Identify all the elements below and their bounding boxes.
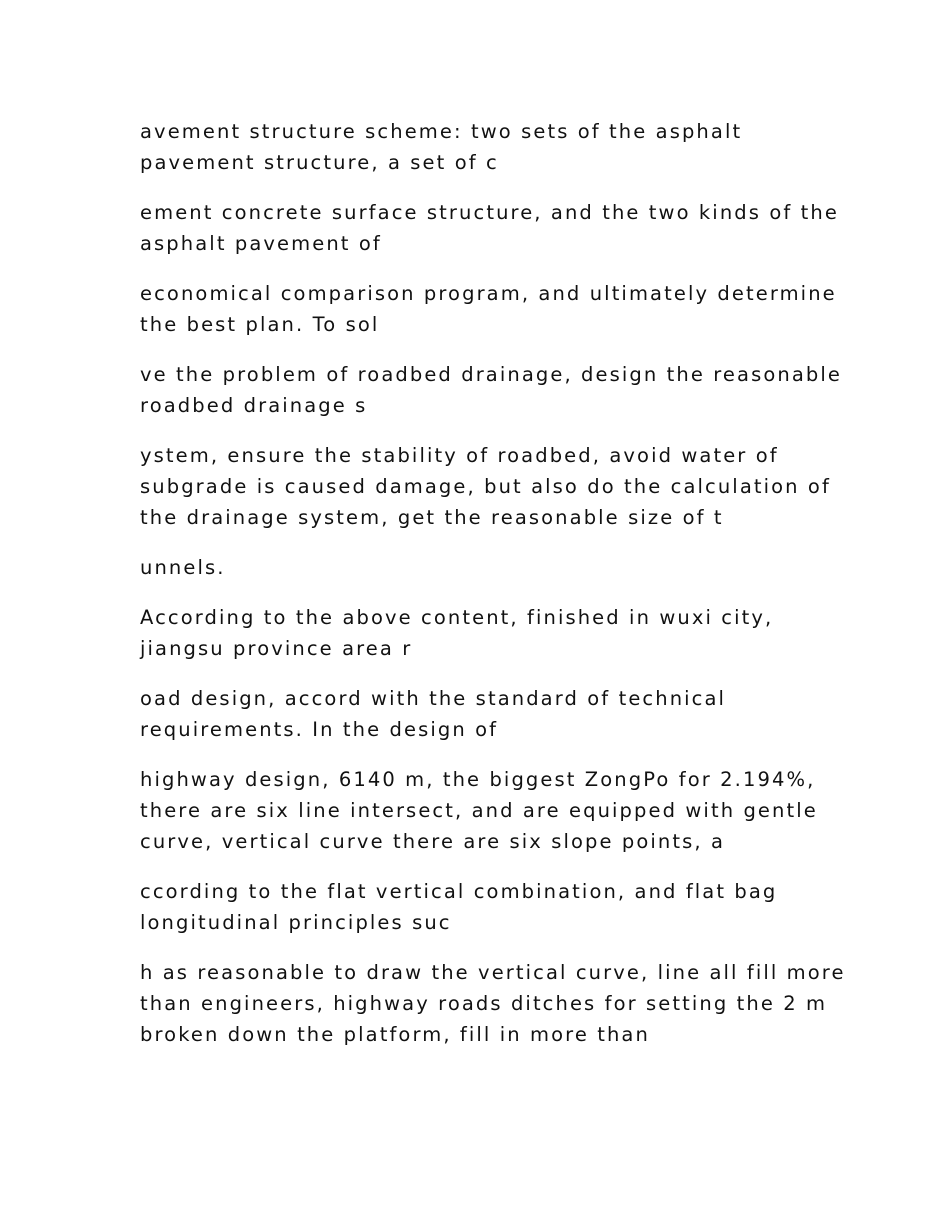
paragraph [140,602,820,664]
text-line: there are six line intersect, and are equipped with gentle [140,799,818,822]
paragraph [140,359,842,421]
paragraph [140,197,839,259]
text-line: ystem, ensure the stability of roadbed, avoid water of [140,444,779,467]
text-line: asphalt pavement of [140,232,382,255]
paragraph [140,876,820,938]
paragraph [140,116,820,178]
text-line: pavement structure, a set of c [140,151,499,174]
text-line: roadbed drainage s [140,394,368,417]
paragraph [140,764,820,857]
paragraph [140,552,820,583]
paragraph [140,683,820,745]
text-line: longitudinal principles suc [140,911,452,934]
text-line: economical comparison program, and ultimately determine [140,282,837,305]
text-line: requirements. In the design of [140,718,499,741]
paragraph [140,957,846,1050]
text-line: broken down the platform, fill in more than [140,1023,650,1046]
text-line: ve the problem of roadbed drainage, design the reasonable [140,363,842,386]
text-line: highway design, 6140 m, the biggest ZongPo for 2.194%, [140,768,816,791]
text-line: the best plan. To sol [140,313,380,336]
paragraph [140,440,831,533]
text-line: than engineers, highway roads ditches for setting the 2 m [140,992,828,1015]
text-line: unnels. [140,556,226,579]
text-line: subgrade is caused damage, but also do the calculation of [140,475,831,498]
text-line: avement structure scheme: two sets of the asphalt [140,120,743,143]
text-line: ement concrete surface structure, and the two kinds of the [140,201,839,224]
text-line: curve, vertical curve there are six slope points, a [140,830,726,853]
text-line: ccording to the flat vertical combination, and flat bag [140,880,778,903]
text-line: jiangsu province area r [140,637,413,660]
text-line: oad design, accord with the standard of technical [140,687,727,710]
text-line: h as reasonable to draw the vertical curve, line all fill more [140,961,846,984]
paragraph [140,278,837,340]
text-line: the drainage system, get the reasonable size of t [140,506,724,529]
document-body [140,116,846,1069]
text-line: According to the above content, finished in wuxi city, [140,606,774,629]
